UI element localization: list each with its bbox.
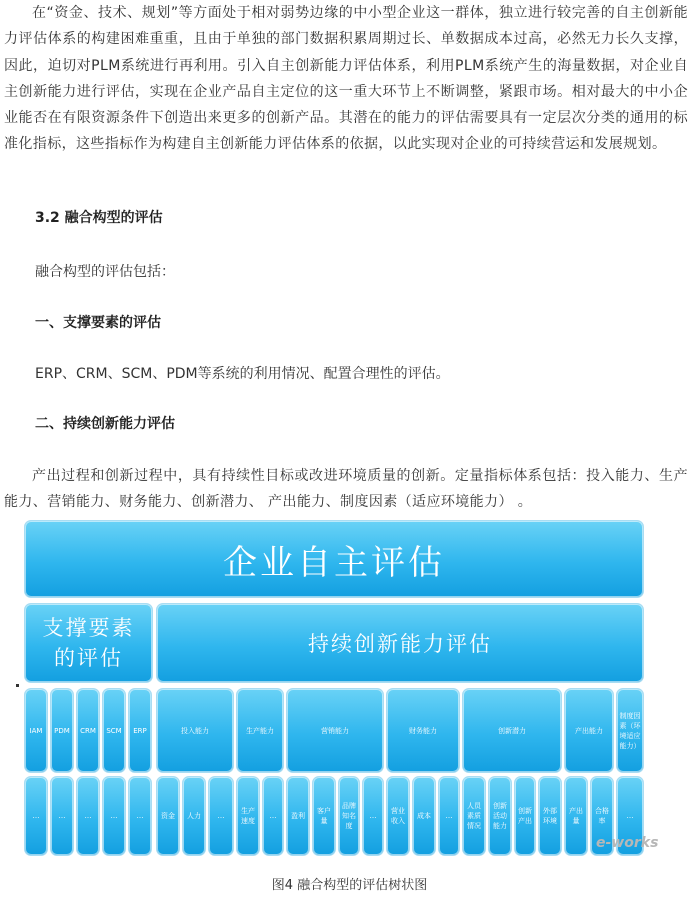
watermark-logo — [596, 835, 658, 851]
tree-leaf-l4: 盈利 — [286, 776, 310, 856]
tree-leaf-l3: SCM — [102, 688, 126, 773]
tree-leaf-l4: … — [128, 776, 152, 856]
tree-leaf-l3: 营销能力 — [286, 688, 384, 773]
tree-leaf-l3: 产出能力 — [564, 688, 614, 773]
tree-leaf-l4: 合格率 — [590, 776, 614, 856]
section-intro-line: 融合构型的评估包括： — [35, 264, 175, 280]
tree-leaf-l4: 创新产出 — [514, 776, 536, 856]
tree-leaf-l4: … — [362, 776, 384, 856]
tree-leaf-l3: 制度因素（环境适应能力） — [616, 688, 644, 773]
tree-leaf-l3: CRM — [76, 688, 100, 773]
tree-leaf-l3: IAM — [24, 688, 48, 773]
tree-root-node: 企业自主评估 — [24, 520, 644, 598]
tree-leaf-l3: 生产能力 — [236, 688, 284, 773]
tree-leaf-l4: … — [262, 776, 284, 856]
tree-leaf-l3: 财务能力 — [386, 688, 460, 773]
section-heading-3-2: 3.2 融合构型的评估 — [35, 210, 163, 226]
tree-leaf-l4: … — [438, 776, 460, 856]
tree-leaf-l3: ERP — [128, 688, 152, 773]
figure-caption: 图4 融合构型的评估树状图 — [271, 878, 428, 893]
tree-leaf-l4: 外部环境 — [538, 776, 562, 856]
subheading-sustained-innovation: 二、持续创新能力评估 — [35, 416, 175, 432]
tree-leaf-l4: 创新活动能力 — [488, 776, 512, 856]
tree-leaf-l4: … — [24, 776, 48, 856]
tree-node-support-elements: 支撑要素的评估 — [24, 603, 153, 683]
tree-leaf-l4: 营业收入 — [386, 776, 410, 856]
tree-leaf-l4: 人员素质情况 — [462, 776, 486, 856]
tree-leaf-l4: … — [102, 776, 126, 856]
tree-leaf-l4: 客户量 — [312, 776, 336, 856]
tree-leaf-l4: 产出量 — [564, 776, 588, 856]
tree-leaf-l3: PDM — [50, 688, 74, 773]
tree-leaf-l4: 成本 — [412, 776, 436, 856]
subheading-support-elements: 一、支撑要素的评估 — [35, 315, 161, 331]
bullet-dot — [16, 684, 19, 687]
tree-leaf-l3: 创新潜力 — [462, 688, 562, 773]
body-paragraph-intro: 在“资金、技术、规划”等方面处于相对弱势边缘的中小型企业这一群体，独立进行较完善的自主创新能力评估体系的构建困难重重，且由于单独的部门数据积累周期过长、单数据成本过高，必然无力长久支撑，因此，迫切对PLM系统进行再利用。引入自主创新能力评估体系，利用PLM系统产生的海量数据，对企业自主创新能力进行评估，实现在企业产品自主定位的这一重大环节上不断调整，紧跟市场。相对最大的中小企业能否在有限资源条件下创造出来更多的创新产品。其潜在的能力的评估需要具有一定层次分类的通用的标准化指标，这些指标作为构建自主创新能力评估体系的依据，以此实现对企业的可持续营运和发展规划。 — [4, 5, 688, 153]
watermark-text: e-works — [596, 835, 659, 851]
tree-node-sustained-innovation: 持续创新能力评估 — [156, 603, 644, 683]
tree-leaf-l3: 投入能力 — [156, 688, 234, 773]
tree-leaf-l4: … — [50, 776, 74, 856]
tree-leaf-l4: 人力 — [182, 776, 206, 856]
tree-leaf-l4: 品牌知名度 — [338, 776, 360, 856]
tree-leaf-l4: 生产速度 — [236, 776, 260, 856]
tree-leaf-l4: 资金 — [156, 776, 180, 856]
systems-evaluation-line: ERP、CRM、SCM、PDM等系统的利用情况、配置合理性的评估。 — [35, 366, 450, 382]
tree-leaf-l4: … — [616, 776, 644, 856]
tree-leaf-l4: … — [208, 776, 234, 856]
body-paragraph-indicators: 产出过程和创新过程中，具有持续性目标或改进环境质量的创新。定量指标体系包括：投入能力、生产能力、营销能力、财务能力、创新潜力、 产出能力、制度因素（适应环境能力） 。 — [4, 468, 688, 511]
evaluation-tree-diagram — [24, 520, 644, 856]
tree-leaf-l4: … — [76, 776, 100, 856]
